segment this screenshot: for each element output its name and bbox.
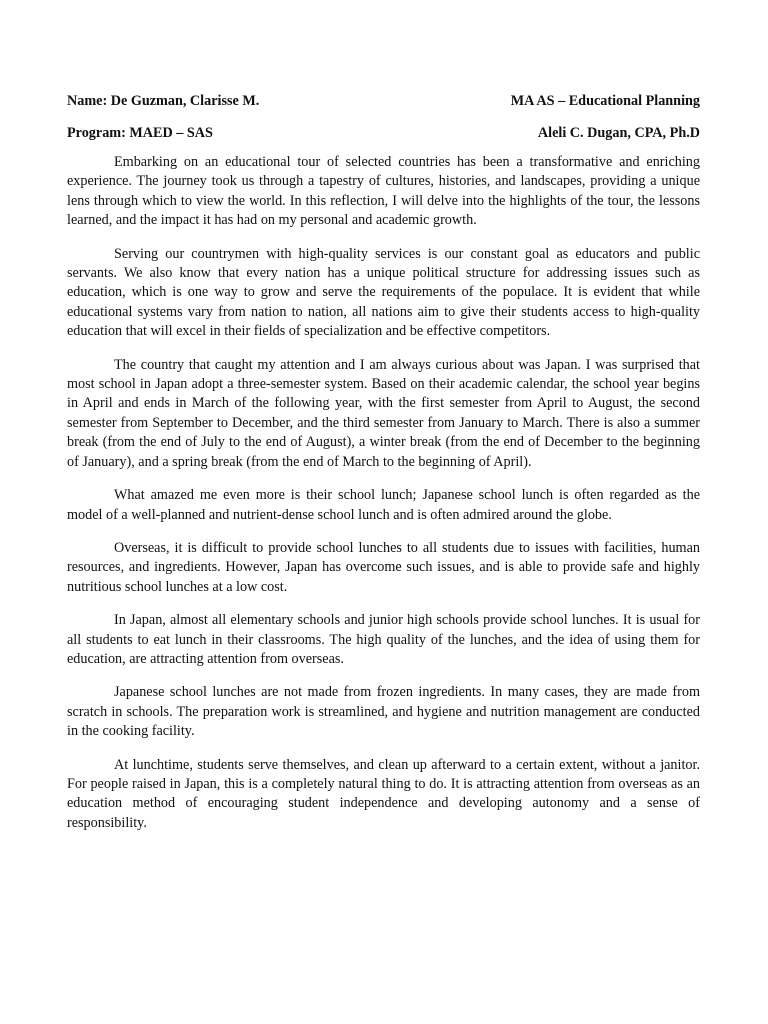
professor-name: Aleli C. Dugan, CPA, Ph.D: [537, 125, 700, 141]
paragraph: Embarking on an educational tour of selected countries has been a transformative and enriching experience. The journey took us through a tapestry of cultures, histories, and landscapes, providing a unique lens through which to view the world. In this reflection, I will delve into the highlights of the tour, the lessons learned, and the impact it has had on my personal and academic growth.: [67, 154, 700, 229]
paragraph: The country that caught my attention and I am always curious about was Japan. I was surprised that most school in Japan adopt a three-semester system. Based on their academic calendar, the school year begins in April and ends in March of the following year, with the first semester from April to August, the second semester from September to December, and the third semester from January to March. There is also a summer break (from the end of July to the end of August), a winter break (from the end of December to the beginning of January), and a spring break (from the end of March to the beginning of April).: [67, 356, 700, 470]
paragraph: Serving our countrymen with high-quality services is our constant goal as educators and public servants. We also know that every nation has a unique political structure for addressing issues such as education, which is one way to grow and serve the requirements of the populace. It is evident that while educational systems vary from nation to nation, all nations aim to give their students access to high-quality education that will excel in their fields of specialization and be effective competitors.: [67, 245, 700, 340]
paragraph: In Japan, almost all elementary schools and junior high schools provide school lunches. It is usual for all students to eat lunch in their classrooms. The high quality of the lunches, and the idea of using them for education, are attracting attention from overseas.: [67, 612, 700, 667]
document-page: [67, 92, 700, 847]
paragraph: Japanese school lunches are not made from frozen ingredients. In many cases, they are made from scratch in schools. The preparation work is streamlined, and hygiene and nutrition management are conducted in the cooking facility.: [67, 684, 700, 740]
paragraph: At lunchtime, students serve themselves, and clean up afterward to a certain extent, without a janitor. For people raised in Japan, this is a completely natural thing to do. It is attracting attention from overseas as an education method of encouraging student independence and developing autonomy and a sense of responsibility.: [67, 756, 700, 831]
header-row-1: [67, 92, 700, 110]
header-row-2: [67, 124, 700, 142]
program-label: Program: MAED – SAS: [67, 125, 213, 141]
document-body: [67, 153, 700, 833]
course-title: MA AS – Educational Planning: [510, 93, 700, 109]
paragraph: Overseas, it is difficult to provide school lunches to all students due to issues with facilities, human resources, and ingredients. However, Japan has overcome such issues, and is able to provide safe and highly nutritious school lunches at a low cost.: [67, 539, 700, 595]
student-name: Name: De Guzman, Clarisse M.: [67, 93, 260, 109]
paragraph: What amazed me even more is their school lunch; Japanese school lunch is often regarded as the model of a well-planned and nutrient-dense school lunch and is often admired around the globe.: [67, 487, 700, 523]
